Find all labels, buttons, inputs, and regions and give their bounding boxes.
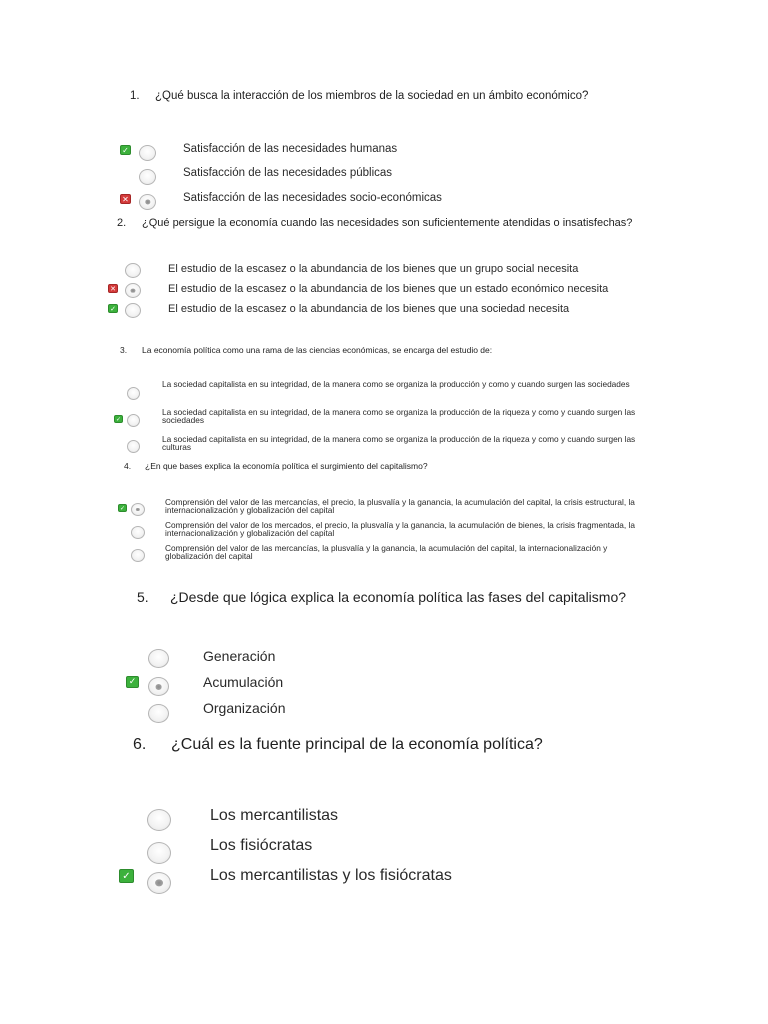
radio-button[interactable] [147, 809, 171, 831]
radio-button[interactable] [148, 704, 169, 723]
option-text: Los fisiócratas [210, 837, 313, 854]
question-number: 4. [124, 461, 132, 471]
x-icon: ✕ [120, 194, 131, 204]
radio-button[interactable] [148, 649, 169, 668]
radio-button[interactable] [147, 842, 171, 864]
option-text: La sociedad capitalista en su integridad, de la manera como se organiza la producción de la riqueza y como y cuando surgen las sociedades [162, 407, 636, 426]
radio-button[interactable] [139, 194, 156, 210]
question-number: 3. [120, 345, 128, 355]
check-icon: ✓ [108, 304, 118, 313]
option-text: Comprensión del valor de las mercancías, la plusvalía y la ganancia, la acumulación del capital, la internacionalización y globalización del capital [165, 543, 608, 562]
question-text: ¿Cuál es la fuente principal de la economía política? [171, 736, 543, 753]
question-text: ¿En que bases explica la economía política el surgimiento del capitalismo? [145, 461, 428, 471]
radio-button[interactable] [131, 503, 145, 516]
radio-button[interactable] [131, 526, 145, 539]
option-text: La sociedad capitalista en su integridad, de la manera como se organiza la producción y como y cuando surgen las sociedades [162, 379, 630, 389]
radio-button[interactable] [125, 303, 141, 318]
question-text: ¿Desde que lógica explica la economía política las fases del capitalismo? [170, 589, 627, 605]
check-icon: ✓ [126, 676, 139, 688]
question-text: ¿Qué persigue la economía cuando las necesidades son suficientemente atendidas o insatisfechas? [142, 217, 633, 229]
check-icon: ✓ [120, 145, 131, 155]
radio-button[interactable] [139, 169, 156, 185]
question-text: ¿Qué busca la interacción de los miembros de la sociedad en un ámbito económico? [155, 90, 589, 102]
option-text: Organización [203, 700, 286, 716]
option-text: El estudio de la escasez o la abundancia de los bienes que un grupo social necesita [168, 263, 579, 275]
option-text: Comprensión del valor de los mercados, el precio, la plusvalía y la ganancia, la acumulación de bienes, la crisis fragmentada, la internacionalización y globalización del capital [165, 520, 635, 539]
check-icon: ✓ [119, 504, 126, 512]
check-icon: ✓ [119, 869, 134, 883]
question-number: 1. [130, 90, 140, 102]
radio-button[interactable] [127, 387, 140, 400]
option-text: Comprensión del valor de las mercancías, el precio, la plusvalía y la ganancia, la acumulación del capital, la crisis estructural, la internacionalización y globalización del capital [165, 497, 635, 516]
option-text: El estudio de la escasez o la abundancia de los bienes que una sociedad necesita [168, 303, 570, 315]
question-text: La economía política como una rama de las ciencias económicas, se encarga del estudio de: [142, 345, 493, 355]
radio-button[interactable] [148, 677, 169, 696]
option-text: Satisfacción de las necesidades humanas [183, 143, 398, 155]
option-text: Acumulación [203, 674, 284, 690]
radio-button[interactable] [125, 283, 141, 298]
radio-button[interactable] [127, 414, 140, 427]
radio-button[interactable] [125, 263, 141, 278]
check-icon: ✓ [115, 415, 122, 423]
radio-button[interactable] [131, 549, 145, 562]
question-number: 2. [117, 217, 127, 229]
option-text: Los mercantilistas y los fisiócratas [210, 867, 452, 884]
option-text: Generación [203, 648, 276, 664]
option-text: Los mercantilistas [210, 807, 339, 824]
question-number: 6. [133, 736, 147, 753]
radio-button[interactable] [147, 872, 171, 894]
option-text: Satisfacción de las necesidades públicas [183, 167, 393, 179]
question-number: 5. [137, 589, 149, 605]
option-text: Satisfacción de las necesidades socio-económicas [183, 192, 442, 204]
option-text: La sociedad capitalista en su integridad, de la manera como se organiza la producción de la riqueza y como y cuando surgen las culturas [162, 434, 636, 453]
radio-button[interactable] [127, 440, 140, 453]
x-icon: ✕ [108, 284, 118, 293]
radio-button[interactable] [139, 145, 156, 161]
option-text: El estudio de la escasez o la abundancia de los bienes que un estado económico necesita [168, 283, 609, 295]
